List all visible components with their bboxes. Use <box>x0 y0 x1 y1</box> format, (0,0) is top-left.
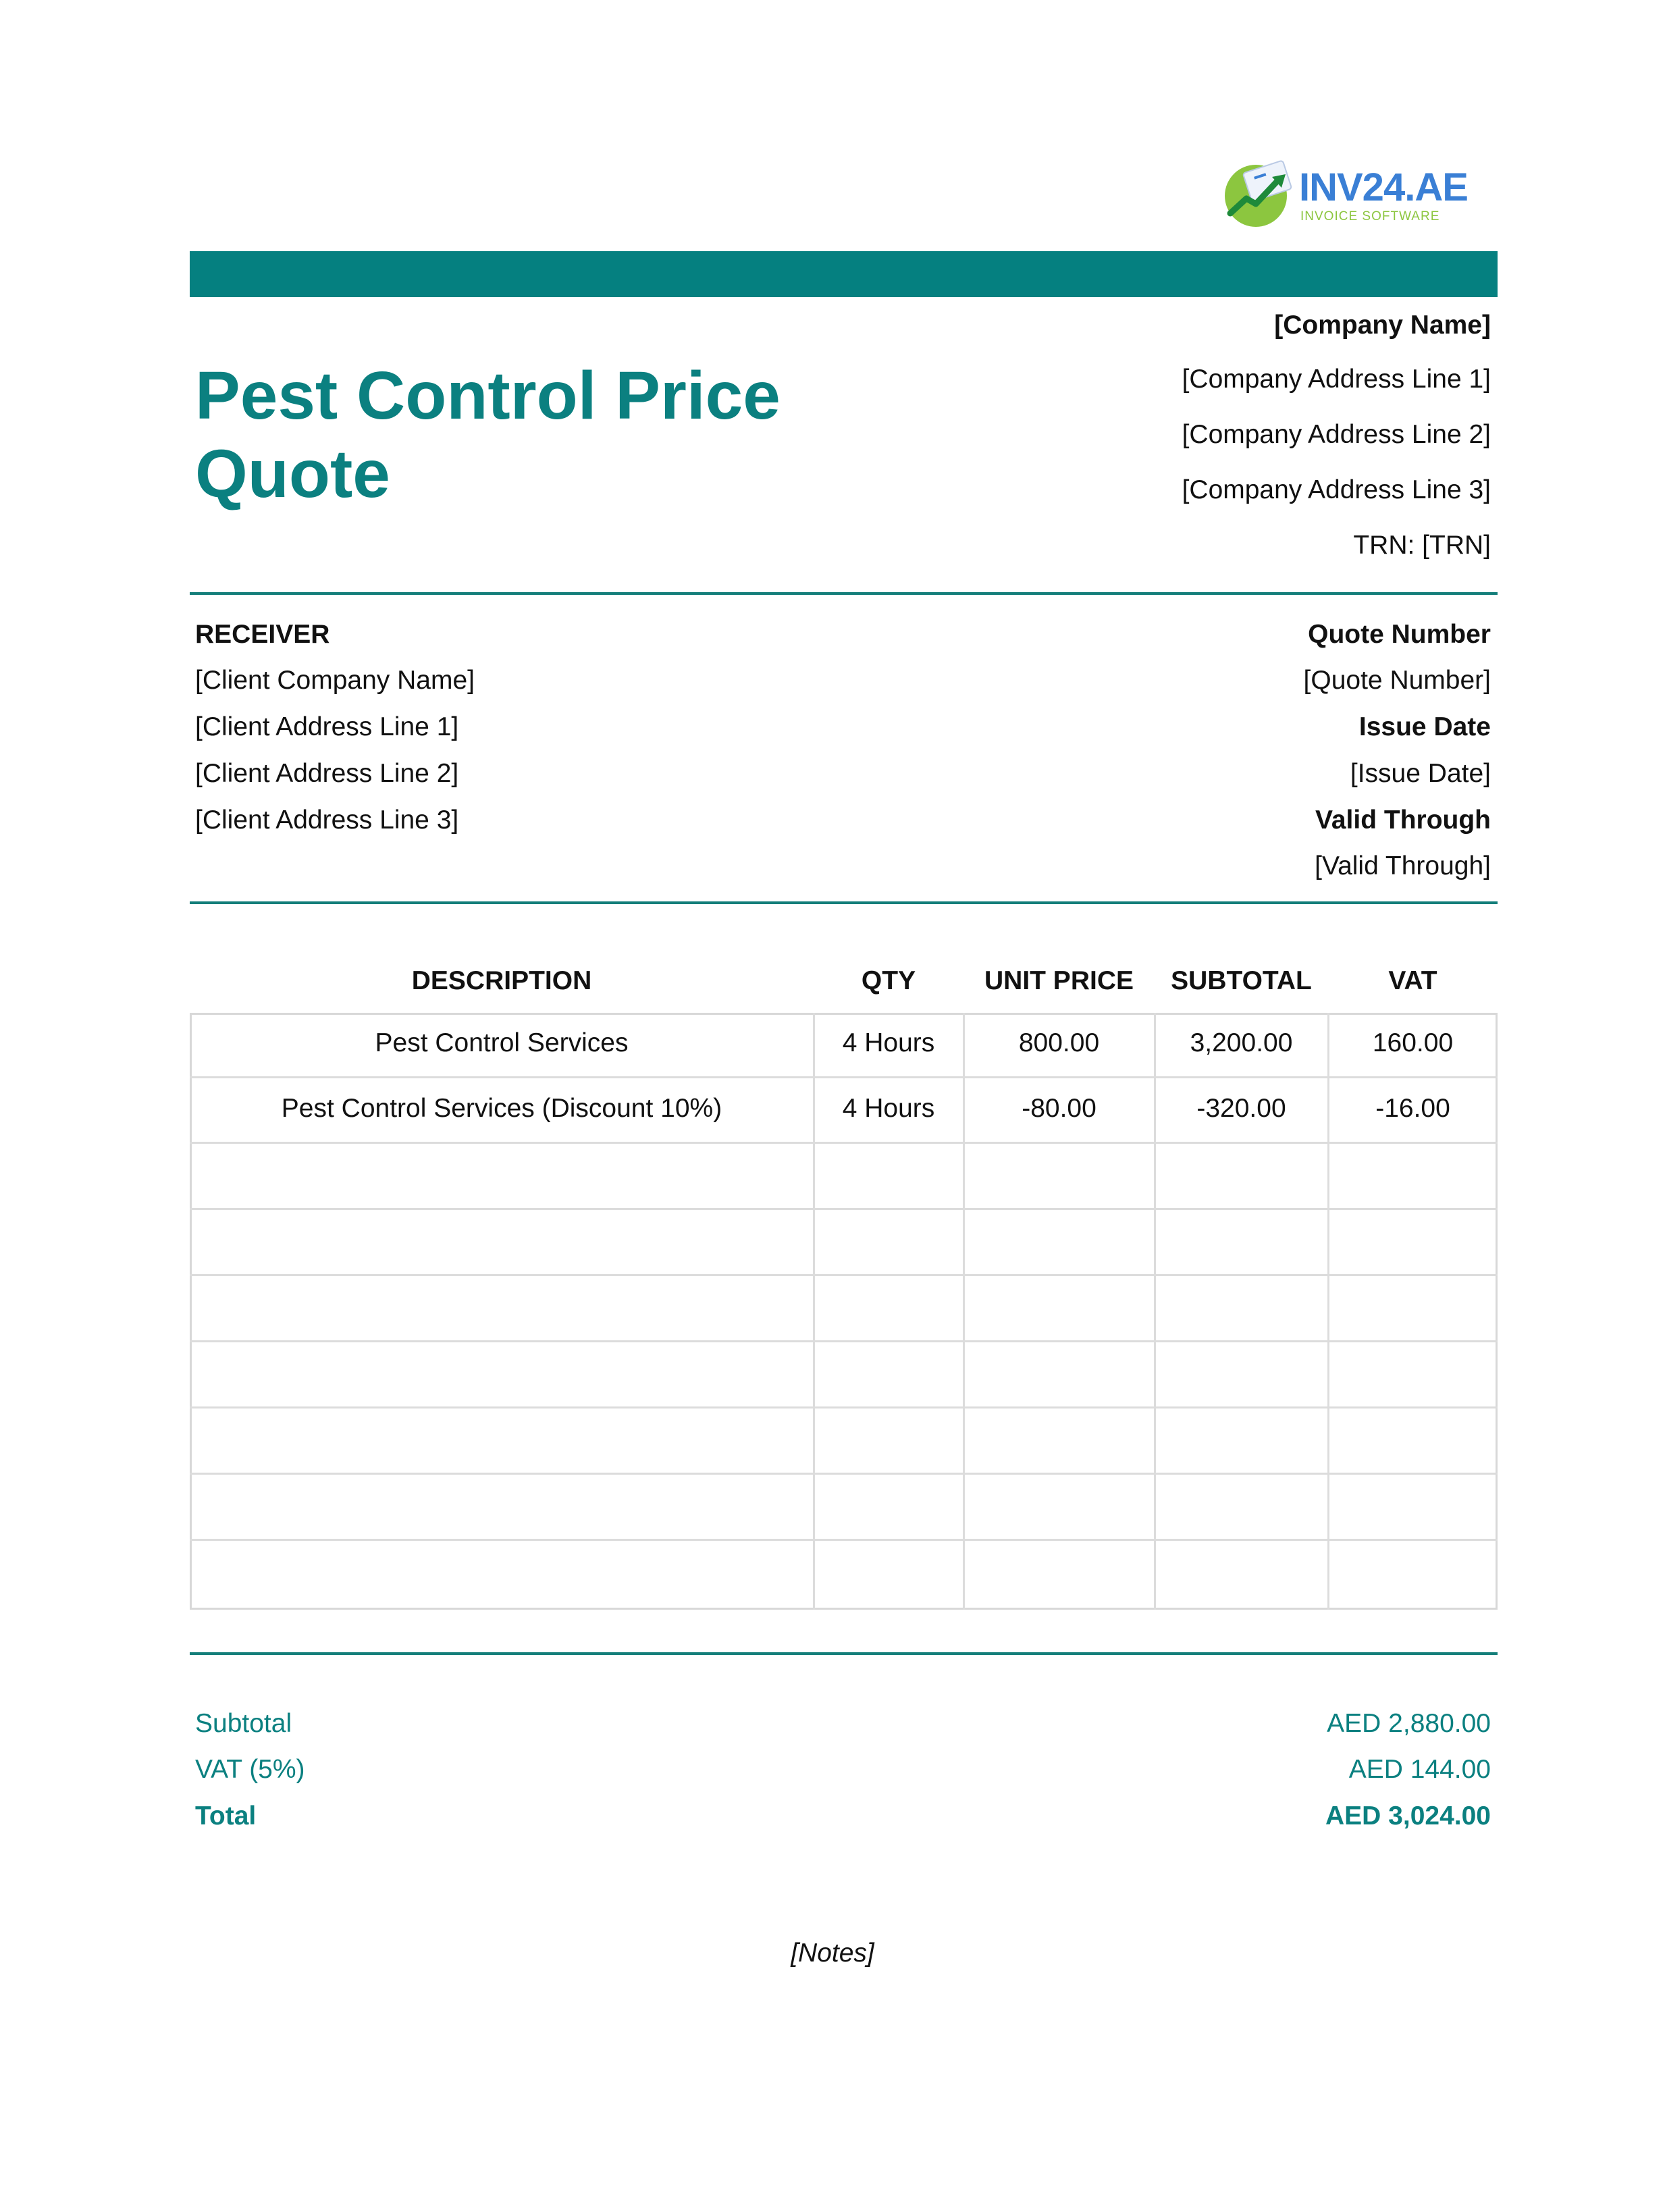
quote-number-label: Quote Number <box>1308 620 1491 649</box>
row-divider <box>190 1406 1498 1408</box>
subtotal-label: Subtotal <box>195 1709 292 1738</box>
issue-date-label: Issue Date <box>1358 712 1491 741</box>
header-description: DESCRIPTION <box>411 966 592 995</box>
divider-bottom <box>190 1652 1498 1655</box>
notes: [Notes] <box>791 1939 874 1968</box>
issue-date-value: [Issue Date] <box>1350 759 1491 788</box>
row-2-unit-price: -80.00 <box>1022 1094 1096 1123</box>
company-name: [Company Name] <box>1274 311 1491 340</box>
row-2-subtotal: -320.00 <box>1196 1094 1286 1123</box>
row-1-qty: 4 Hours <box>842 1028 935 1057</box>
title-line-1: Pest Control Price <box>195 358 781 433</box>
document-title <box>195 357 870 513</box>
receiver-address-2: [Client Address Line 2] <box>195 759 459 788</box>
row-1-vat: 160.00 <box>1372 1028 1454 1057</box>
row-divider <box>190 1076 1498 1078</box>
row-1-description: Pest Control Services <box>375 1028 629 1057</box>
divider-middle <box>190 901 1498 904</box>
receiver-address-1: [Client Address Line 1] <box>195 712 459 741</box>
total-label: Total <box>195 1801 257 1831</box>
valid-through-label: Valid Through <box>1315 806 1491 835</box>
row-1-subtotal: 3,200.00 <box>1190 1028 1293 1057</box>
company-address-1: [Company Address Line 1] <box>1182 365 1491 394</box>
header-subtotal: SUBTOTAL <box>1171 966 1312 995</box>
header-vat: VAT <box>1388 966 1437 995</box>
row-2-vat: -16.00 <box>1375 1094 1450 1123</box>
header-qty: QTY <box>861 966 916 995</box>
company-logo <box>1221 157 1468 231</box>
company-trn: TRN: [TRN] <box>1353 531 1491 560</box>
row-divider <box>190 1142 1498 1144</box>
receiver-company: [Client Company Name] <box>195 666 475 695</box>
logo-chart-icon <box>1221 157 1295 231</box>
receiver-heading: RECEIVER <box>195 620 330 649</box>
row-2-description: Pest Control Services (Discount 10%) <box>281 1094 722 1123</box>
subtotal-value: AED 2,880.00 <box>1327 1709 1491 1738</box>
row-divider <box>190 1539 1498 1541</box>
company-address-3: [Company Address Line 3] <box>1182 475 1491 504</box>
row-1-unit-price: 800.00 <box>1018 1028 1100 1057</box>
title-line-2: Quote <box>195 436 390 512</box>
company-address-2: [Company Address Line 2] <box>1182 420 1491 449</box>
row-2-qty: 4 Hours <box>842 1094 935 1123</box>
logo-brand-text: INV24.AE <box>1299 165 1468 209</box>
receiver-address-3: [Client Address Line 3] <box>195 806 459 835</box>
logo-tagline: INVOICE SOFTWARE <box>1300 209 1440 223</box>
row-divider <box>190 1340 1498 1342</box>
vat-label: VAT (5%) <box>195 1755 305 1784</box>
vat-value: AED 144.00 <box>1348 1755 1491 1784</box>
row-divider <box>190 1274 1498 1276</box>
quote-number-value: [Quote Number] <box>1303 666 1491 695</box>
row-divider <box>190 1208 1498 1210</box>
row-divider <box>190 1473 1498 1475</box>
total-value: AED 3,024.00 <box>1325 1801 1491 1831</box>
header-unit-price: UNIT PRICE <box>984 966 1134 995</box>
header-banner <box>190 251 1498 297</box>
valid-through-value: [Valid Through] <box>1315 851 1491 880</box>
divider-top <box>190 592 1498 595</box>
